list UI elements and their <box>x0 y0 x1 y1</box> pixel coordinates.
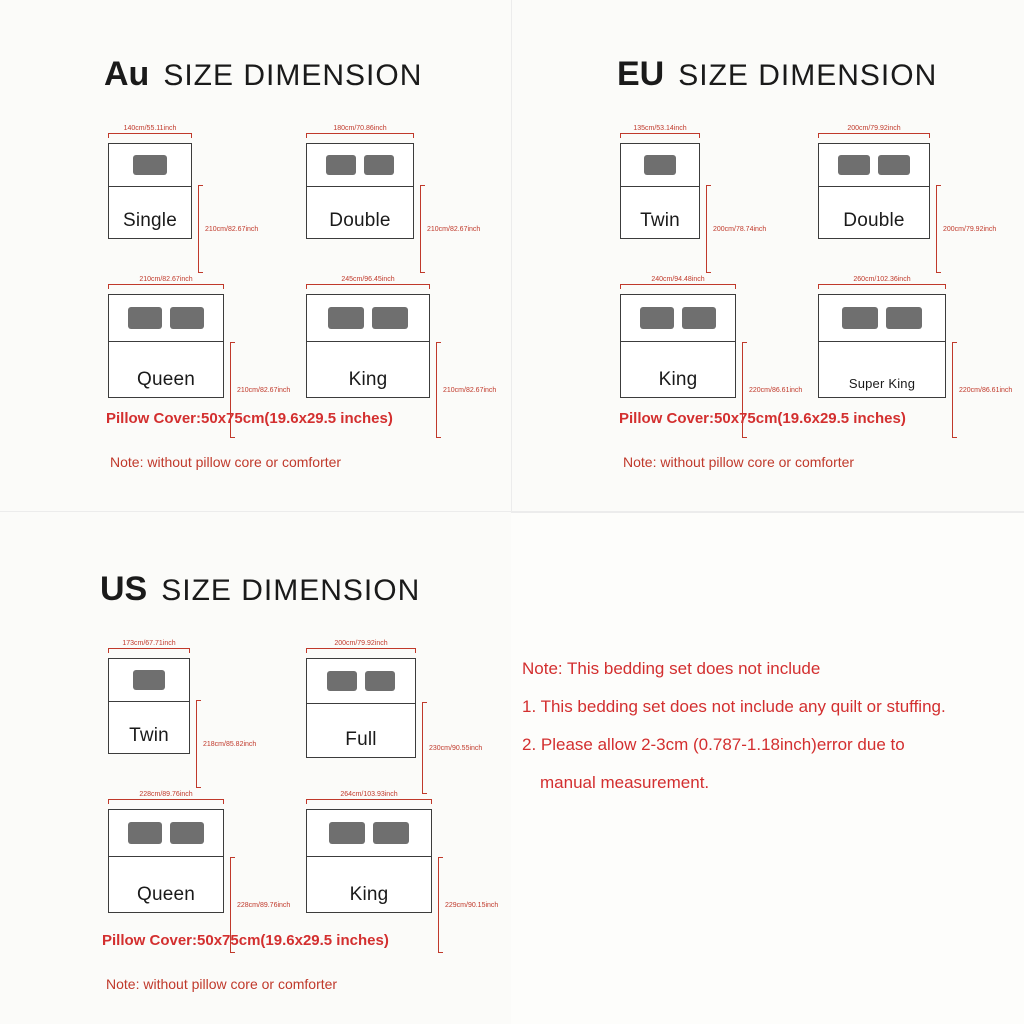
bed-width-label-king-us: 264cm/103.93inch <box>306 791 432 804</box>
bed-diagram-king-eu <box>620 294 736 398</box>
pillow-icon <box>886 307 922 329</box>
bed-name-king-us: King <box>349 884 389 905</box>
bed-width-label-queen-us: 228cm/89.76inch <box>108 791 224 804</box>
bed-width-label-king-eu: 240cm/94.48inch <box>620 276 736 289</box>
bed-diagram-super-king-eu <box>818 294 946 398</box>
bed-diagram-twin-us <box>108 658 190 754</box>
disclaimer-item-2: 2. Please allow 2-3cm (0.787-1.18inch)error due to <box>522 735 905 754</box>
bed-grid-us <box>90 640 499 926</box>
pillow-icon <box>133 670 165 690</box>
disclaimer-lead: Note: This bedding set does not include <box>522 659 821 678</box>
bed-pillow-area <box>307 810 431 857</box>
bed-name-twin-eu: Twin <box>640 210 680 231</box>
disclaimer-item-1: 1. This bedding set does not include any quilt or stuffing. <box>522 697 946 716</box>
bed-cell-double-au <box>288 125 481 260</box>
disclaimer-item-2-continued: manual measurement. <box>540 773 710 792</box>
bed-pillow-area <box>307 144 413 187</box>
pillow-icon <box>838 155 870 175</box>
bed-name-super-king-eu: Super King <box>848 376 916 391</box>
bed-height-label-full-us: 230cm/90.55inch <box>422 702 482 794</box>
bed-pillow-area <box>109 144 191 187</box>
bed-height-label-king-us: 229cm/90.15inch <box>438 857 498 953</box>
pillow-icon <box>326 155 356 175</box>
bed-pillow-area <box>621 144 699 187</box>
bed-height-label-twin-eu: 200cm/78.74inch <box>706 185 766 273</box>
bed-cell-double-eu <box>800 125 997 260</box>
bed-name-full-us: Full <box>345 729 377 750</box>
bed-cell-super-king-eu <box>800 276 1013 411</box>
bed-name-king-eu: King <box>658 369 698 390</box>
bed-diagram-king-au <box>306 294 430 398</box>
pillow-icon <box>842 307 878 329</box>
bed-pillow-area <box>109 295 223 342</box>
bed-cell-single-au <box>90 125 260 260</box>
bed-height-label-queen-us: 228cm/89.76inch <box>230 857 290 953</box>
bed-name-queen-us: Queen <box>136 884 196 905</box>
pillow-icon <box>327 671 357 691</box>
bed-width-label-full-us: 200cm/79.92inch <box>306 640 416 653</box>
bed-name-double-au: Double <box>329 210 391 231</box>
pillow-icon <box>133 155 167 175</box>
bed-diagram-twin-eu <box>620 143 700 239</box>
bed-cell-king-us <box>288 791 499 926</box>
bed-grid-eu <box>602 125 1013 411</box>
bed-diagram-single-au <box>108 143 192 239</box>
panel-title-text-au: SIZE DIMENSION <box>163 59 423 92</box>
bed-diagram-double-eu <box>818 143 930 239</box>
bed-height-label-king-au: 210cm/82.67inch <box>436 342 496 438</box>
pillow-icon <box>329 822 365 844</box>
bed-height-label-double-au: 210cm/82.67inch <box>420 185 480 273</box>
bed-width-label-twin-eu: 135cm/53.14inch <box>620 125 700 138</box>
bed-diagram-king-us <box>306 809 432 913</box>
bed-width-label-king-au: 245cm/96.45inch <box>306 276 430 289</box>
pillow-icon <box>878 155 910 175</box>
pillow-icon <box>128 307 162 329</box>
bed-width-label-double-eu: 200cm/79.92inch <box>818 125 930 138</box>
bed-pillow-area <box>307 659 415 704</box>
pillow-cover-note-us: Pillow Cover:50x75cm(19.6x29.5 inches) <box>102 932 389 949</box>
bed-name-twin-us: Twin <box>129 725 169 746</box>
bed-height-label-twin-us: 218cm/85.82inch <box>196 700 256 788</box>
bed-height-label-single-au: 210cm/82.67inch <box>198 185 258 273</box>
bed-cell-twin-eu <box>602 125 772 260</box>
bed-width-label-double-au: 180cm/70.86inch <box>306 125 414 138</box>
bed-cell-king-au <box>288 276 497 411</box>
bed-name-king-au: King <box>348 369 388 390</box>
panel-title-au <box>104 55 422 94</box>
bed-pillow-area <box>109 810 223 857</box>
panel-us <box>0 512 511 1024</box>
panel-au <box>0 0 511 511</box>
panel-title-eu <box>617 55 937 94</box>
panel-region-au: Au <box>104 55 150 93</box>
bed-pillow-area <box>819 295 945 342</box>
pillow-icon <box>170 307 204 329</box>
panel-region-eu: EU <box>617 55 665 93</box>
bed-width-label-single-au: 140cm/55.11inch <box>108 125 192 138</box>
pillow-icon <box>682 307 716 329</box>
pillow-icon <box>372 307 408 329</box>
pillow-icon <box>373 822 409 844</box>
bed-name-queen-au: Queen <box>136 369 196 390</box>
bed-cell-king-eu <box>602 276 803 411</box>
bed-cell-full-us <box>288 640 483 775</box>
exclusion-note-eu: Note: without pillow core or comforter <box>623 454 855 470</box>
bed-diagram-full-us <box>306 658 416 758</box>
bed-pillow-area <box>307 295 429 342</box>
bed-diagram-double-au <box>306 143 414 239</box>
panel-eu <box>512 0 1024 511</box>
bed-name-double-eu: Double <box>843 210 905 231</box>
bed-height-label-super-king-eu: 220cm/86.61inch <box>952 342 1012 438</box>
pillow-icon <box>640 307 674 329</box>
pillow-icon <box>170 822 204 844</box>
pillow-icon <box>365 671 395 691</box>
panel-title-text-us: SIZE DIMENSION <box>161 574 421 607</box>
bed-pillow-area <box>621 295 735 342</box>
bed-height-label-king-eu: 220cm/86.61inch <box>742 342 802 438</box>
pillow-cover-note-au: Pillow Cover:50x75cm(19.6x29.5 inches) <box>106 410 393 427</box>
bed-pillow-area <box>819 144 929 187</box>
bed-cell-queen-us <box>90 791 291 926</box>
bed-cell-queen-au <box>90 276 291 411</box>
disclaimer-notes <box>522 650 952 802</box>
bed-height-label-double-eu: 200cm/79.92inch <box>936 185 996 273</box>
pillow-icon <box>328 307 364 329</box>
panel-title-text-eu: SIZE DIMENSION <box>678 59 938 92</box>
bed-width-label-queen-au: 210cm/82.67inch <box>108 276 224 289</box>
pillow-cover-note-eu: Pillow Cover:50x75cm(19.6x29.5 inches) <box>619 410 906 427</box>
bed-name-single-au: Single <box>122 210 178 231</box>
pillow-icon <box>128 822 162 844</box>
pillow-icon <box>364 155 394 175</box>
pillow-icon <box>644 155 676 175</box>
bed-diagram-queen-us <box>108 809 224 913</box>
panel-title-us <box>100 570 420 609</box>
panel-region-us: US <box>100 570 148 608</box>
bed-cell-twin-us <box>90 640 260 775</box>
bed-height-label-queen-au: 210cm/82.67inch <box>230 342 290 438</box>
exclusion-note-au: Note: without pillow core or comforter <box>110 454 342 470</box>
exclusion-note-us: Note: without pillow core or comforter <box>106 976 338 992</box>
bed-diagram-queen-au <box>108 294 224 398</box>
bed-grid-au <box>90 125 497 411</box>
bed-pillow-area <box>109 659 189 702</box>
bed-width-label-super-king-eu: 260cm/102.36inch <box>818 276 946 289</box>
bed-width-label-twin-us: 173cm/67.71inch <box>108 640 190 653</box>
